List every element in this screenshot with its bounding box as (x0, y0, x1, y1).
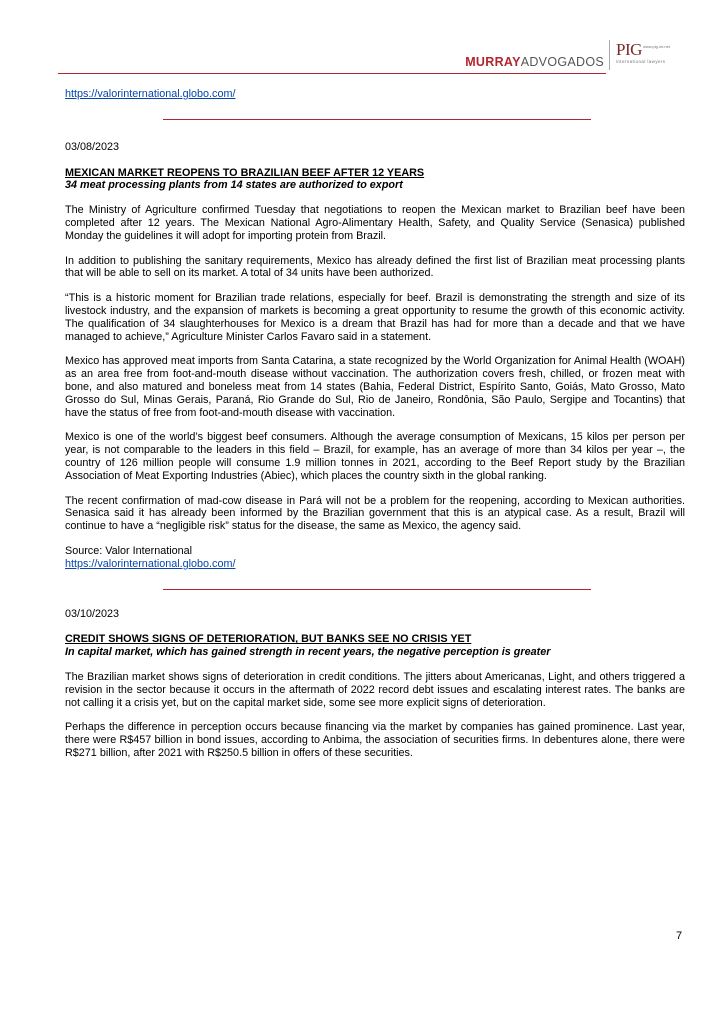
article-paragraph: The recent confirmation of mad-cow disease in Pará will not be a problem for the reopening, according to Mexican authorities. Senasica said it has already been informed by the Brazilian government that this is an atypical case. As a result, Brazil will continue to have a “negligible risk” status for the disease, the same as Mexico, the agency said. (65, 494, 685, 533)
article-date: 03/10/2023 (65, 607, 120, 620)
article-date: 03/08/2023 (65, 140, 120, 153)
pig-logo (609, 40, 676, 70)
article-paragraph: Perhaps the difference in perception occurs because financing via the market by companies has gained prominence. Last year, there were R$457 billion in bond issues, according to Anbima, the association of securities firms. In debentures alone, there were R$271 billion, after 2021 with R$250.5 billion in offers of these securities. (65, 721, 685, 759)
article-paragraph: The Ministry of Agriculture confirmed Tuesday that negotiations to reopen the Mexican market to Brazilian beef have been completed after 12 years. The Mexican National Agro-Alimentary Health, Safety, and Quality Service (Senasica) published Monday the guidelines it will adopt for importing protein from Brazil. (65, 204, 685, 242)
section-separator (163, 119, 591, 120)
page-content (65, 88, 685, 760)
page-header (58, 38, 676, 78)
section-separator (163, 589, 591, 590)
source-link-top[interactable]: https://valorinternational.globo.com/ (65, 88, 236, 100)
pig-logo-subtitle: international lawyers (616, 59, 666, 64)
article-headline: MEXICAN MARKET REOPENS TO BRAZILIAN BEEF AFTER 12 YEARS (65, 166, 425, 179)
brand-primary: MURRAY (465, 55, 521, 69)
pig-logo-url: www.pig.int.net (643, 44, 670, 49)
header-divider (58, 73, 606, 74)
article-paragraph: In addition to publishing the sanitary requirements, Mexico has already defined the first list of Brazilian meat processing plants that will be able to sell on its market. A total of 34 units have been authorized. (65, 254, 685, 280)
murray-advogados-logo (465, 55, 604, 69)
article-subheadline: In capital market, which has gained strength in recent years, the negative perception is greater (65, 646, 551, 659)
article-paragraph: “This is a historic moment for Brazilian trade relations, especially for beef. Brazil is demonstrating the strength and size of its livestock industry, and the expansion of markets is becoming a great opportunity to resume the growth of this economic activity. The qualification of 34 slaughterhouses for Mexico is a dream that Brazil has had for more than a decade and that we have managed to achieve,” Agriculture Minister Carlos Favaro said in a statement. (65, 292, 685, 343)
pig-logo-text: PIG (616, 40, 642, 59)
article-paragraph: The Brazilian market shows signs of deterioration in credit conditions. The jitters about Americanas, Light, and others triggered a revision in the sector because it occurs in the aftermath of 2022 record debt issues and escalating interest rates. The banks are not calling it a crisis yet, but on the capital market side, some see more explicit signs of deterioration. (65, 670, 685, 709)
brand-secondary: ADVOGADOS (520, 55, 604, 69)
article-subheadline: 34 meat processing plants from 14 states are authorized to export (65, 179, 403, 192)
article-paragraph: Mexico is one of the world’s biggest beef consumers. Although the average consumption of Mexicans, 15 kilos per person per year, is not comparable to the leaders in this field – Brazil, for example, has an average of more than 34 kilos per year –, the country of 126 million people will consume 1.9 million tonnes in 2021, according to the Beef Report study by the Brazilian Association of Meat Exporting Industries (Abiec), which places the country sixth in the global ranking. (65, 431, 685, 482)
article-headline: CREDIT SHOWS SIGNS OF DETERIORATION, BUT BANKS SEE NO CRISIS YET (65, 633, 472, 646)
source-link[interactable]: https://valorinternational.globo.com/ (65, 557, 236, 570)
page-number: 7 (676, 930, 683, 942)
article-paragraph: Mexico has approved meat imports from Santa Catarina, a state recognized by the World Organization for Animal Health (WOAH) as an area free from foot-and-mouth disease without vaccination. The authorization covers fresh, chilled, or frozen meat with bone, and also matured and boneless meat from 14 states (Bahia, Federal District, Espírito Santo, Goiás, Mato Grosso, Mato Grosso do Sul, Minas Gerais, Paraná, Rio Grande do Sul, Rio de Janeiro, Rondônia, São Paulo, Sergipe and Tocantins) that have the status of free from foot-and-mouth disease with vaccination. (65, 355, 685, 419)
article-source: Source: Valor International (65, 544, 193, 557)
